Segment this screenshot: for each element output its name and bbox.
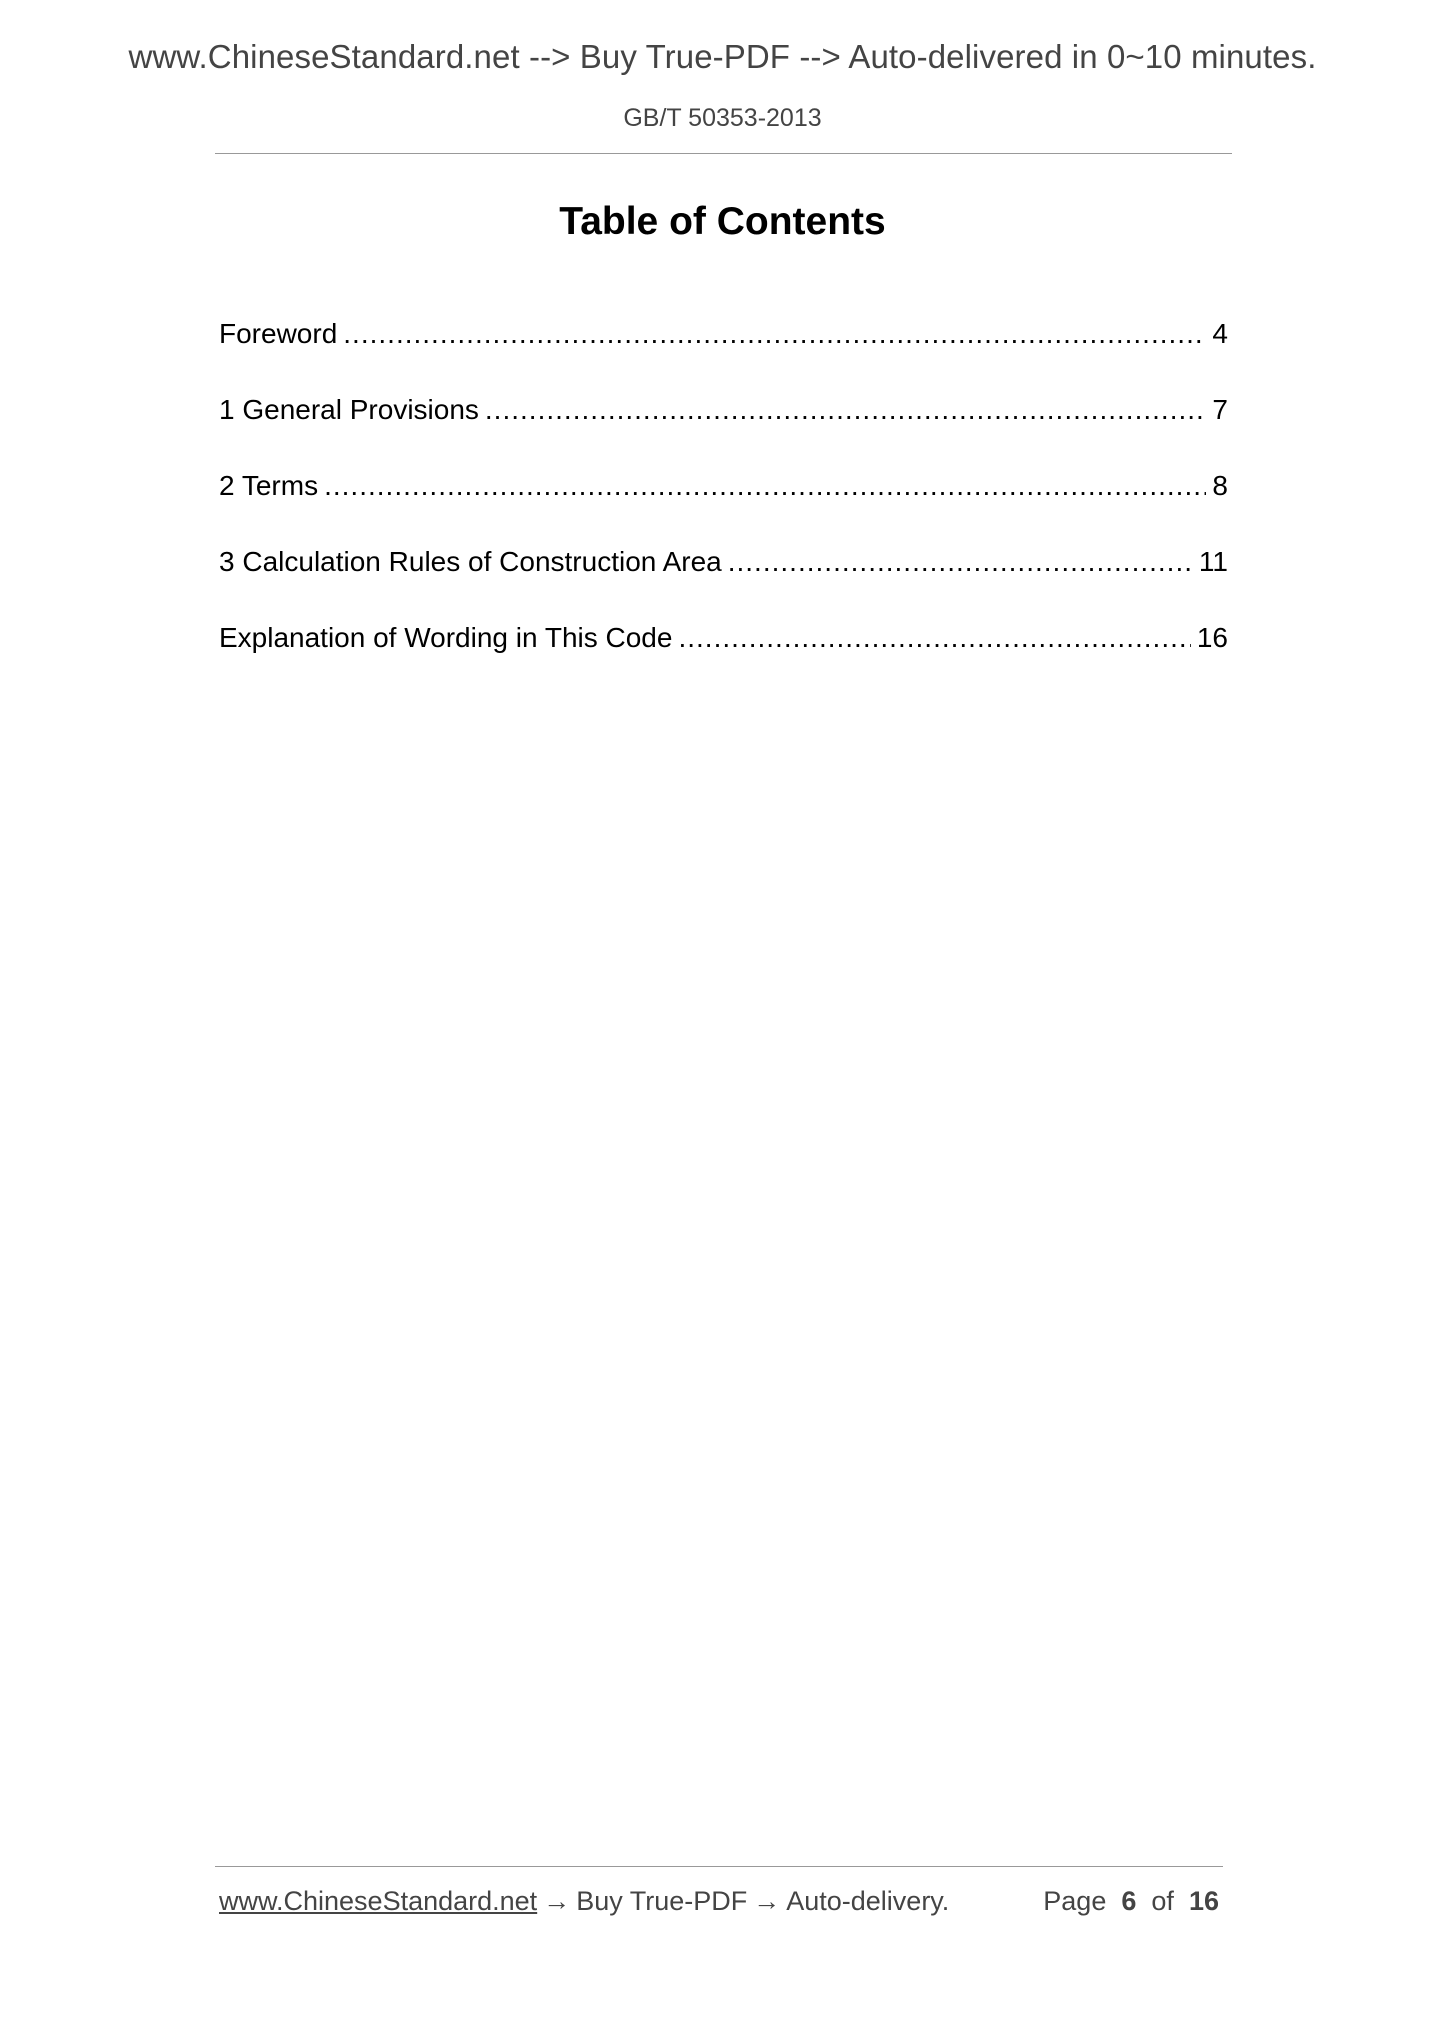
arrow-right-icon: → — [753, 1886, 781, 1916]
standard-code: GB/T 50353-2013 — [623, 104, 822, 132]
toc-entry-label: 3 Calculation Rules of Construction Area — [219, 546, 722, 577]
footer-divider — [215, 1866, 1223, 1867]
footer-site-link[interactable]: www.ChineseStandard.net — [219, 1886, 538, 1916]
toc-entry-general-provisions[interactable] — [219, 394, 1228, 470]
toc-entry-terms[interactable] — [219, 470, 1228, 546]
toc-dot-leader — [485, 394, 1207, 426]
page-number — [1043, 1886, 1219, 1917]
toc-dot-leader — [728, 546, 1193, 578]
toc-entry-page: 4 — [1212, 318, 1228, 349]
toc-entry-page: 8 — [1212, 470, 1228, 501]
toc-entry-calculation-rules[interactable] — [219, 546, 1228, 622]
page-total: 16 — [1188, 1886, 1219, 1916]
toc-entry-label: 2 Terms — [219, 470, 319, 501]
arrow-right-icon: → — [543, 1886, 571, 1916]
footer-delivery-text: Auto-delivery. — [786, 1886, 950, 1916]
toc-entry-page: 16 — [1196, 622, 1228, 653]
toc-entry-label: Explanation of Wording in This Code — [219, 622, 673, 653]
page-label: Page — [1043, 1886, 1107, 1916]
toc-entry-page: 11 — [1198, 546, 1228, 577]
toc-entry-page: 7 — [1212, 394, 1228, 425]
page-of-label: of — [1151, 1886, 1174, 1916]
footer-promo — [219, 1886, 949, 1917]
header-banner: www.ChineseStandard.net --> Buy True-PDF --> Auto-delivered in 0~10 minutes. — [128, 38, 1317, 75]
toc-dot-leader — [343, 318, 1206, 350]
header-divider — [215, 153, 1232, 154]
toc-entry-foreword[interactable] — [219, 318, 1228, 394]
toc-list — [219, 318, 1228, 698]
toc-entry-label: 1 General Provisions — [219, 394, 479, 425]
toc-entry-explanation-of-wording[interactable] — [219, 622, 1228, 698]
toc-dot-leader — [324, 470, 1206, 502]
page-current: 6 — [1121, 1886, 1137, 1916]
toc-dot-leader — [678, 622, 1190, 654]
footer-buy-text: Buy True-PDF — [576, 1886, 748, 1916]
toc-entry-label: Foreword — [219, 318, 338, 349]
toc-title: Table of Contents — [559, 200, 886, 243]
